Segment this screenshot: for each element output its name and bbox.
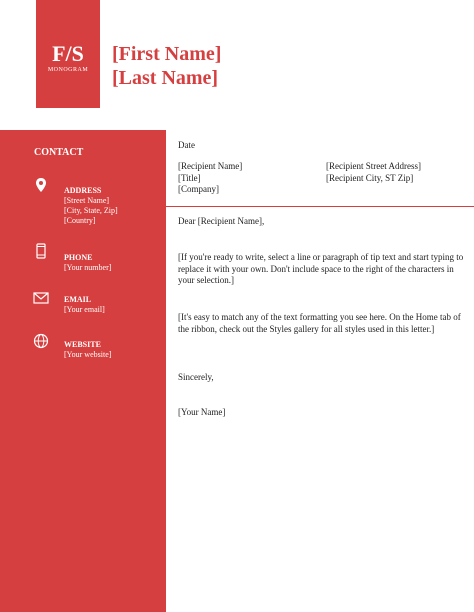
- email-value[interactable]: [Your email]: [64, 305, 105, 314]
- recipient-street[interactable]: [Recipient Street Address]: [326, 161, 421, 171]
- signature[interactable]: [Your Name]: [178, 407, 226, 417]
- letter-date[interactable]: Date: [178, 140, 195, 150]
- recipient-title[interactable]: [Title]: [178, 172, 201, 183]
- recipient-city[interactable]: [Recipient City, ST Zip]: [326, 172, 414, 183]
- body-paragraph-1[interactable]: [If you're ready to write, select a line or paragraph of tip text and start typing to replace it with your own. Don't include space to the right of the characters in your selection.]: [178, 252, 464, 285]
- body-paragraph-2[interactable]: [It's easy to match any of the text formatting you see here. On the Home tab of the ribbon, check out the Styles gallery for all styles used in this letter.]: [178, 312, 461, 334]
- email-label: EMAIL: [64, 295, 92, 304]
- phone-icon: [33, 243, 49, 259]
- address-city[interactable]: [City, State, Zip]: [64, 206, 118, 215]
- recipient-block: [178, 161, 242, 196]
- contact-sidebar: [0, 130, 166, 612]
- recipient-company[interactable]: [Company]: [178, 184, 219, 194]
- address-country[interactable]: [Country]: [64, 216, 96, 225]
- phone-label: PHONE: [64, 253, 93, 262]
- closing[interactable]: Sincerely,: [178, 372, 214, 382]
- location-pin-icon: [33, 177, 49, 193]
- envelope-icon: [33, 290, 49, 306]
- globe-icon: [33, 333, 49, 349]
- last-name[interactable]: [Last Name]: [112, 67, 219, 89]
- recipient-name[interactable]: [Recipient Name]: [178, 161, 243, 171]
- contact-heading: CONTACT: [34, 147, 84, 158]
- address-street[interactable]: [Street Name]: [64, 196, 110, 205]
- monogram-caption: MONOGRAM: [47, 67, 89, 73]
- letter-body: [178, 0, 474, 612]
- phone-value[interactable]: [Your number]: [64, 263, 112, 272]
- website-value[interactable]: [Your website]: [64, 350, 112, 359]
- monogram-letters: F/S: [52, 41, 84, 66]
- website-label: WEBSITE: [64, 340, 101, 349]
- salutation[interactable]: Dear [Recipient Name],: [178, 216, 265, 226]
- monogram-block: [36, 0, 100, 108]
- address-label: ADDRESS: [64, 186, 102, 195]
- first-name[interactable]: [First Name]: [112, 43, 222, 65]
- recipient-address-block: [326, 161, 421, 184]
